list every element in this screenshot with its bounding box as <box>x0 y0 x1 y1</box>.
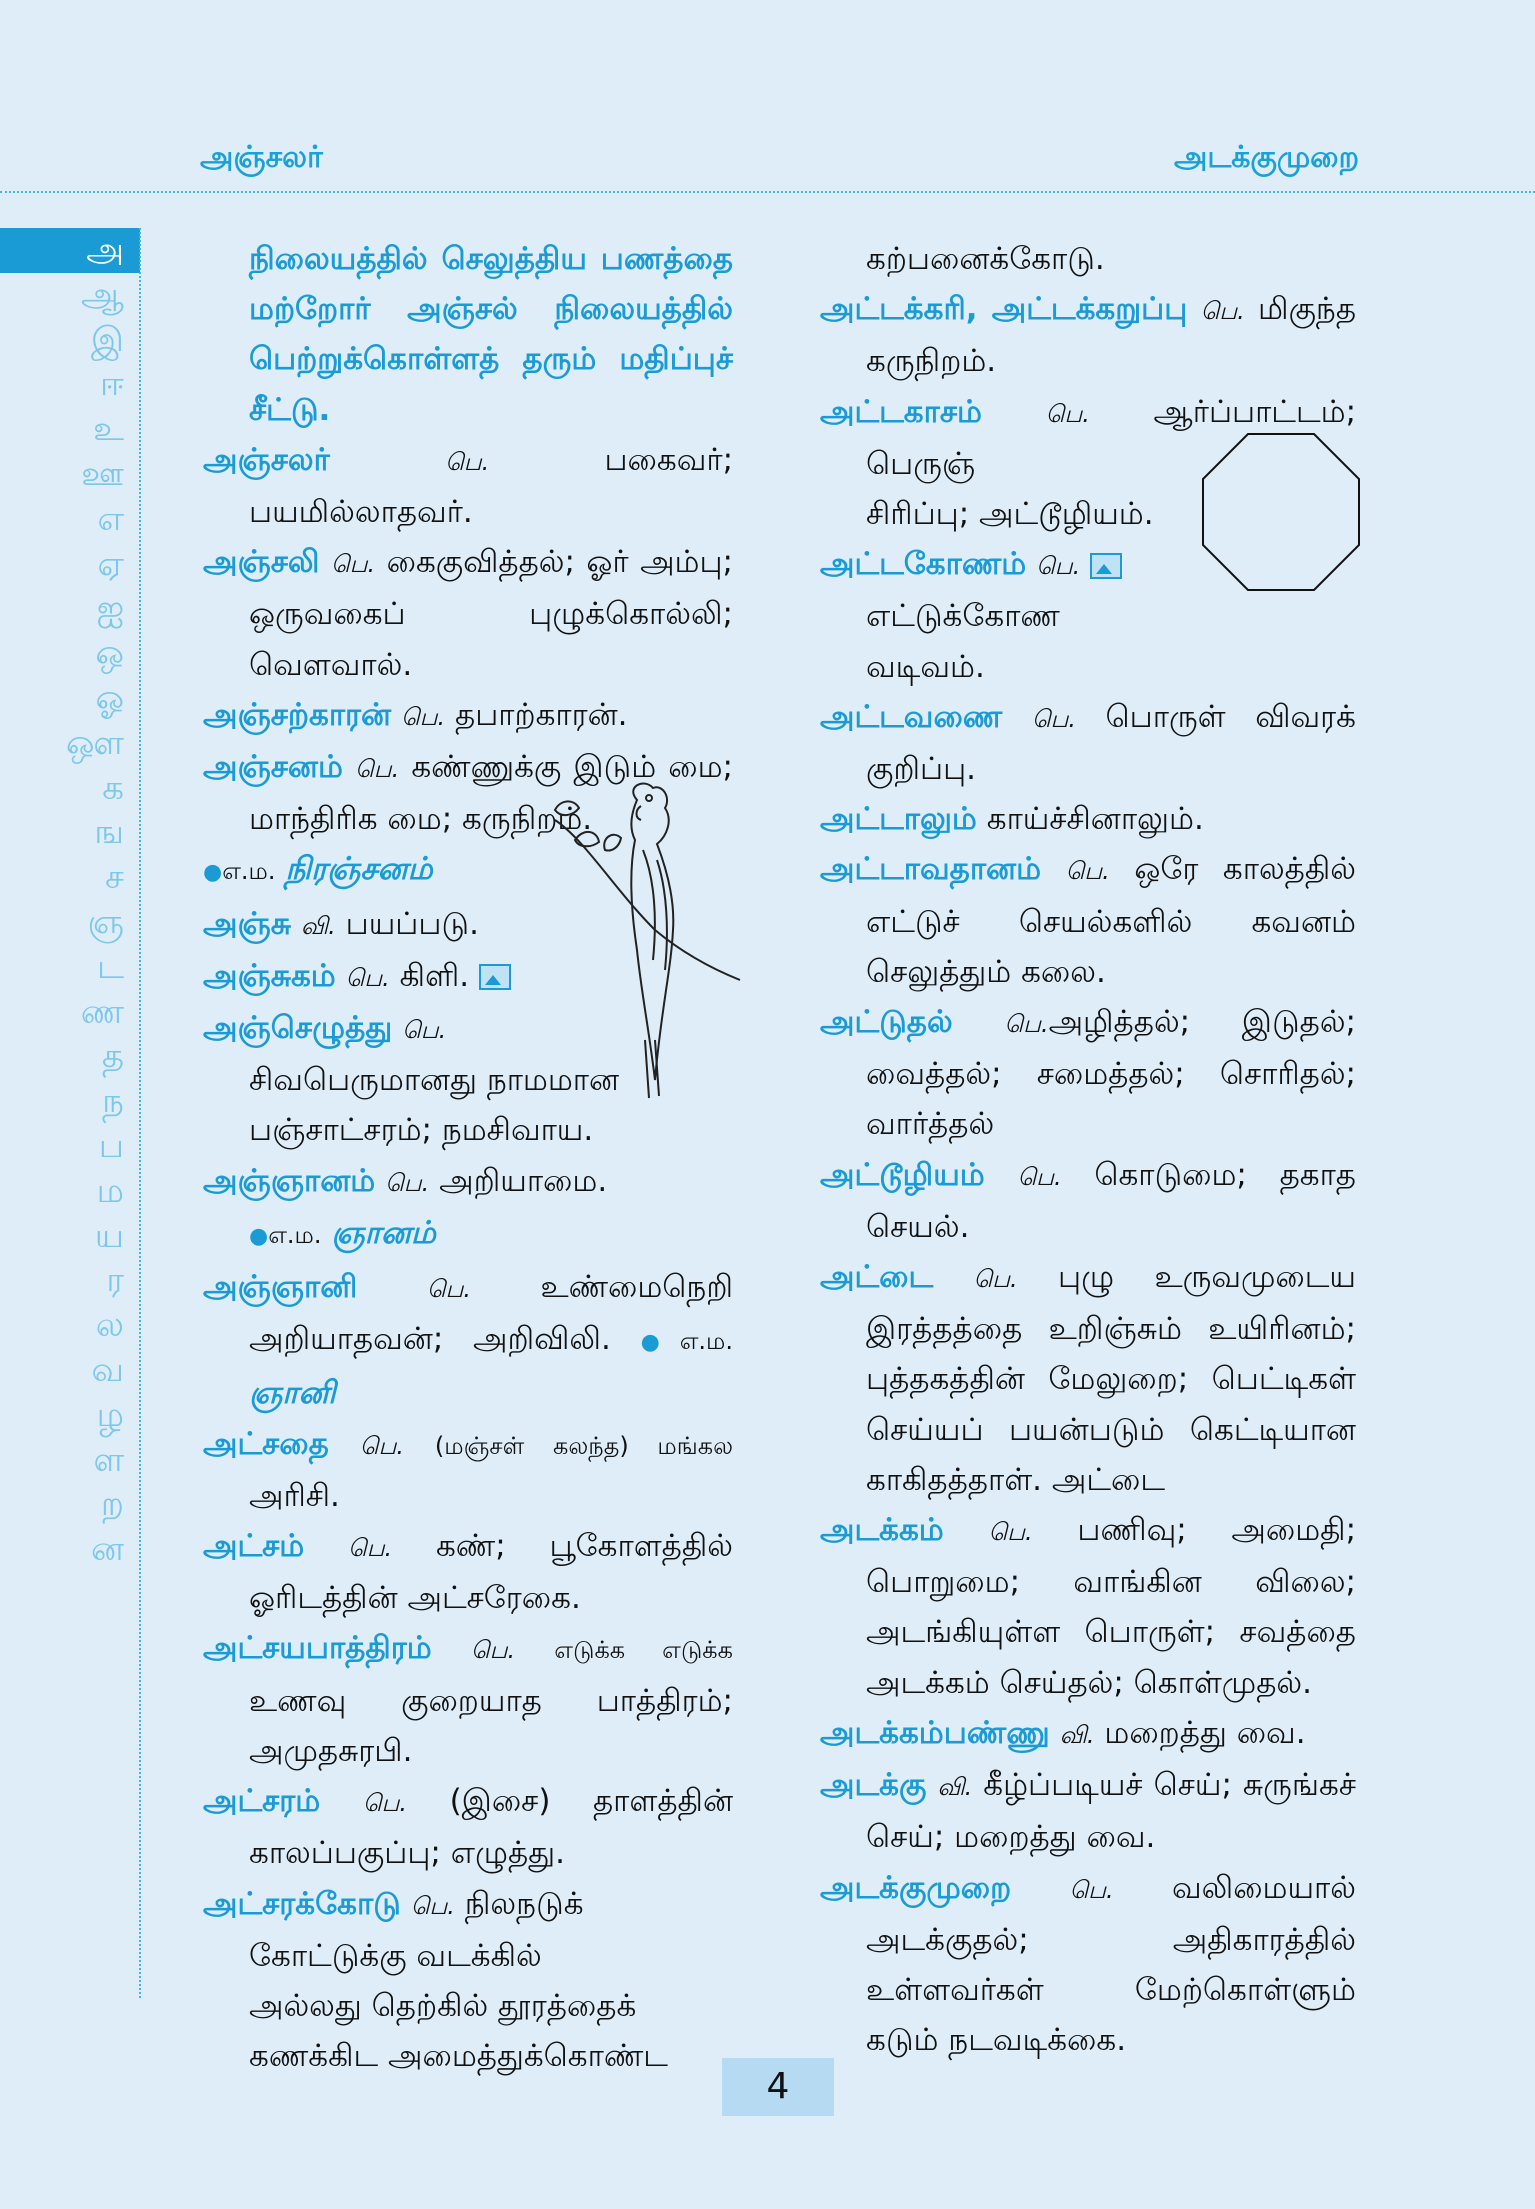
dictionary-entry <box>820 1505 1356 1708</box>
headword: அட்சயபாத்திரம் <box>203 1630 432 1667</box>
page-number: 4 <box>722 2058 834 2116</box>
definition: கிளி. <box>399 957 470 994</box>
part-of-speech: பெ. <box>359 1431 404 1460</box>
definition: உணவு குறையாத பாத்திரம்; அமுதசுரபி. <box>249 1682 733 1769</box>
dictionary-entry <box>820 284 1356 386</box>
definition: தபாற்காரன். <box>455 696 628 733</box>
xref-label: எ.ம. <box>222 857 276 886</box>
definition-line: சிவபெருமானது நாமமான <box>249 1062 620 1099</box>
definition-line: எட்டுக்கோண <box>866 598 1060 635</box>
alphabet-tab[interactable]: ச <box>105 857 124 898</box>
definition: மறைத்து வை. <box>1104 1714 1306 1751</box>
part-of-speech: வி. <box>300 911 336 940</box>
dictionary-entry <box>203 1262 733 1419</box>
headword: அஞ்சலி <box>203 544 320 581</box>
dictionary-entry <box>820 1252 1356 1505</box>
alphabet-tab[interactable]: ங <box>94 812 124 853</box>
dictionary-entry <box>820 997 1356 1150</box>
bullet-icon: ● <box>203 860 223 886</box>
dictionary-entry <box>203 1521 733 1623</box>
alphabet-tab[interactable]: ல <box>95 1305 124 1346</box>
headword: அட்டாலும் <box>820 801 977 838</box>
alphabet-tab[interactable]: இ <box>90 319 124 360</box>
headword: அட்டை <box>820 1259 934 1296</box>
headword: அட்சரம் <box>203 1783 321 1820</box>
definition: பயப்படு. <box>345 905 479 942</box>
alphabet-tab[interactable]: ம <box>96 1170 124 1211</box>
parrot-illustration <box>545 780 745 1100</box>
alphabet-tab[interactable]: ள <box>93 1439 124 1480</box>
alphabet-tab[interactable]: எ <box>97 498 124 539</box>
xref-label: எ.ம. <box>268 1220 322 1249</box>
headword: அடக்கம் <box>820 1512 944 1549</box>
dictionary-entry <box>203 1156 733 1208</box>
definition-line: ஆர்ப்பாட்டம்; பெருஞ் <box>866 393 1357 482</box>
definition: கைகுவித்தல்; ஓர் அம்பு; ஒருவகைப் புழுக்கொல்லி; வௌவால். <box>249 544 733 683</box>
header-divider <box>0 191 1535 193</box>
definition: (இசை) தாளத்தின் காலப்பகுப்பு; எழுத்து. <box>249 1783 734 1872</box>
alphabet-tab[interactable]: ஈ <box>100 364 124 405</box>
image-icon[interactable] <box>1090 553 1122 579</box>
dictionary-entry <box>820 1760 1356 1862</box>
definition: மிகுந்த கருநிறம். <box>866 291 1357 380</box>
definition: அரிசி. <box>249 1477 340 1514</box>
definition-line: பஞ்சாட்சரம்; நமசிவாய. <box>249 1112 594 1149</box>
alphabet-divider <box>139 228 141 1998</box>
headword: அஞ்சு <box>203 905 291 942</box>
part-of-speech: பெ. <box>355 755 400 784</box>
alphabet-tab[interactable]: ட <box>96 946 124 987</box>
alphabet-tab[interactable]: வ <box>91 1349 124 1390</box>
xref-link[interactable]: ஞானம் <box>331 1214 436 1251</box>
part-of-speech: வி. <box>937 1773 973 1802</box>
definition: அறியாமை. <box>439 1162 608 1199</box>
alphabet-tab[interactable]: ஒ <box>95 633 124 674</box>
headword: அட்டாவதானம் <box>820 851 1042 888</box>
alphabet-tab[interactable]: ப <box>98 1125 124 1166</box>
alphabet-tab[interactable]: ன <box>91 1529 124 1570</box>
headword: அஞ்ஞானி <box>203 1269 358 1306</box>
definition-line: கணக்கிட அமைத்துக்கொண்ட <box>249 2038 668 2075</box>
dictionary-entry <box>203 1623 733 1776</box>
part-of-speech: பெ. <box>362 1789 407 1818</box>
alphabet-index <box>0 228 140 1572</box>
part-of-speech: பெ. <box>988 1518 1033 1547</box>
headword: அட்சரக்கோடு <box>203 1885 401 1922</box>
headword: அடக்கு <box>820 1767 927 1804</box>
alphabet-tab[interactable]: உ <box>93 409 124 450</box>
definition: புழு உருவமுடைய இரத்தத்தை உறிஞ்சும் உயிரினம்; புத்தகத்தின் மேலுறை; பெட்டிகள் செய்யப் பயன்படும் கெட்டியான காகிதத்தாள். அட்டை <box>866 1259 1357 1498</box>
part-of-speech: பெ. <box>1004 1010 1049 1039</box>
image-icon[interactable] <box>479 964 511 990</box>
part-of-speech: பெ. <box>1036 552 1081 581</box>
definition: காய்ச்சினாலும். <box>986 801 1204 838</box>
alphabet-tab[interactable]: ய <box>94 1215 124 1256</box>
dictionary-entry <box>203 690 733 742</box>
part-of-speech: பெ. <box>1200 297 1245 326</box>
xref-label: எ.ம. <box>679 1327 733 1356</box>
part-of-speech: பெ. <box>345 963 390 992</box>
part-of-speech: பெ. <box>1045 399 1090 428</box>
dictionary-entry <box>203 1879 733 2082</box>
alphabet-tab[interactable]: ர <box>106 1260 124 1301</box>
headword: அட்டவணை <box>820 698 1003 735</box>
definition: பணிவு; அமைதி; பொறுமை; வாங்கின விலை; அடங்கியுள்ள பொருள்; சவத்தை அடக்கம் செய்தல்; கொள்முதல். <box>866 1512 1357 1701</box>
octagon-figure <box>1201 432 1361 592</box>
alphabet-tab[interactable]: ஏ <box>97 543 124 584</box>
headword: அட்சதை <box>203 1425 329 1462</box>
definition: ஒரே காலத்தில் எட்டுச் செயல்களில் கவனம் செலுத்தும் கலை. <box>866 851 1356 990</box>
definition: பொருள் விவரக் குறிப்பு. <box>866 698 1356 788</box>
definition-line: நிலநடுக் <box>464 1885 584 1922</box>
definition-line: அல்லது தெற்கில் தூரத்தைக் <box>249 1987 637 2024</box>
headword: அட்டகோணம் <box>820 546 1027 583</box>
alphabet-tab-active[interactable]: அ <box>0 228 140 273</box>
alphabet-tab[interactable]: ழ <box>96 1394 124 1435</box>
dictionary-entry <box>203 1776 733 1878</box>
xref-link[interactable]: ஞானி <box>249 1375 336 1412</box>
bullet-icon: ● <box>249 1223 269 1249</box>
part-of-speech: பெ. <box>348 1534 393 1563</box>
headword: அடக்கம்பண்ணு <box>820 1714 1050 1751</box>
part-of-speech: பெ. <box>445 447 490 476</box>
alphabet-tab[interactable]: ண <box>80 991 124 1032</box>
part-of-speech: பெ. <box>402 1016 447 1045</box>
bullet-icon: ● <box>640 1330 680 1356</box>
part-of-speech: பெ. <box>330 550 376 579</box>
definition: உண்மைநெறி அறியாதவன்; அறிவிலி. <box>249 1269 733 1358</box>
dictionary-entry <box>820 844 1356 997</box>
part-of-speech: பெ. <box>1031 704 1076 733</box>
alphabet-tab[interactable]: ஔ <box>66 722 124 763</box>
alphabet-tab[interactable]: ஞ <box>87 901 124 942</box>
headword: அடக்குமுறை <box>820 1869 1012 1906</box>
header-right-word: அடக்குமுறை <box>1173 140 1359 175</box>
dictionary-entry <box>820 1863 1356 2066</box>
definition-line: வடிவம். <box>866 648 985 685</box>
part-of-speech: பெ. <box>426 1275 471 1304</box>
headword: அஞ்சுகம் <box>203 957 336 994</box>
xref-link[interactable]: நிரஞ்சனம் <box>285 851 433 888</box>
headword: அஞ்சலர் <box>203 441 330 478</box>
part-of-speech: பெ. <box>1017 1162 1062 1191</box>
dictionary-entry <box>820 692 1356 794</box>
definition: கீழ்ப்படியச் செய்; சுருங்கச் செய்; மறைத்து வை. <box>866 1767 1356 1856</box>
alphabet-tab[interactable]: த <box>101 1036 124 1077</box>
part-of-speech: வி. <box>1059 1720 1095 1749</box>
part-of-speech: பெ. <box>973 1265 1018 1294</box>
header-left-word: அஞ்சலர் <box>200 140 323 175</box>
dictionary-entry <box>203 537 733 690</box>
cross-reference <box>203 1208 733 1262</box>
definition-line: கோட்டுக்கு வடக்கில் <box>249 1937 542 1974</box>
part-of-speech: பெ. <box>470 1636 516 1665</box>
definition: கொடுமை; தகாத செயல். <box>866 1156 1356 1245</box>
part-of-speech: பெ. <box>1069 1875 1114 1904</box>
headword: அட்சம் <box>203 1528 305 1565</box>
dictionary-entry <box>203 1419 733 1521</box>
alphabet-tab[interactable]: ஓ <box>95 677 124 718</box>
definition: கண்; பூகோளத்தில் ஓரிடத்தின் அட்சரேகை. <box>249 1528 734 1617</box>
headword: அஞ்செழுத்து <box>203 1010 393 1047</box>
alphabet-tab[interactable]: ந <box>102 1081 124 1122</box>
headword: அஞ்சனம் <box>203 749 343 786</box>
headword: அட்டக்கரி, அட்டக்கறுப்பு <box>820 291 1188 328</box>
part-of-speech: பெ. <box>385 1168 430 1197</box>
definition-note: எடுக்க எடுக்க <box>554 1636 733 1665</box>
headword: அட்டகாசம் <box>820 393 982 430</box>
definition: அழித்தல்; இடுதல்; வைத்தல்; சமைத்தல்; சொரிதல்; வார்த்தல் <box>866 1004 1357 1143</box>
dictionary-entry <box>203 435 733 537</box>
definition: கண்ணுக்கு இடும் மை; மாந்திரிக மை; கருநிறம். <box>249 749 733 838</box>
dictionary-entry <box>820 1708 1356 1760</box>
alphabet-tab[interactable]: ஆ <box>81 274 124 315</box>
definition: பகைவர்; பயமில்லாதவர். <box>249 441 734 531</box>
part-of-speech: பெ. <box>400 702 446 731</box>
part-of-speech: பெ. <box>1065 857 1110 886</box>
alphabet-tab[interactable]: ஐ <box>96 588 124 629</box>
headword: அட்டூழியம் <box>820 1156 985 1193</box>
definition-line: சிரிப்பு; அட்டூழியம். <box>866 496 1154 533</box>
definition-note: (மஞ்சள் கலந்த) மங்கல <box>434 1431 734 1460</box>
continued-definition: நிலையத்தில் செலுத்திய பணத்தை மற்றோர் அஞ்சல் நிலையத்தில் பெற்றுக்கொள்ளத் தரும் மதிப்புச் சீட்டு. <box>249 241 733 428</box>
alphabet-tab[interactable]: ற <box>100 1484 124 1525</box>
headword: அட்டுதல் <box>820 1004 953 1041</box>
headword: அஞ்சற்காரன் <box>203 696 392 733</box>
dictionary-entry <box>820 1150 1356 1252</box>
alphabet-tab[interactable]: ஊ <box>81 453 124 494</box>
headword: அஞ்ஞானம் <box>203 1162 376 1199</box>
alphabet-tab[interactable]: க <box>102 767 124 808</box>
continued-definition: கற்பனைக்கோடு. <box>866 241 1105 277</box>
dictionary-entry <box>820 794 1356 844</box>
definition: வலிமையால் அடக்குதல்; அதிகாரத்தில் உள்ளவர்கள் மேற்கொள்ளும் கடும் நடவடிக்கை. <box>866 1869 1356 2059</box>
part-of-speech: பெ. <box>410 1891 455 1920</box>
left-column <box>203 234 733 2081</box>
